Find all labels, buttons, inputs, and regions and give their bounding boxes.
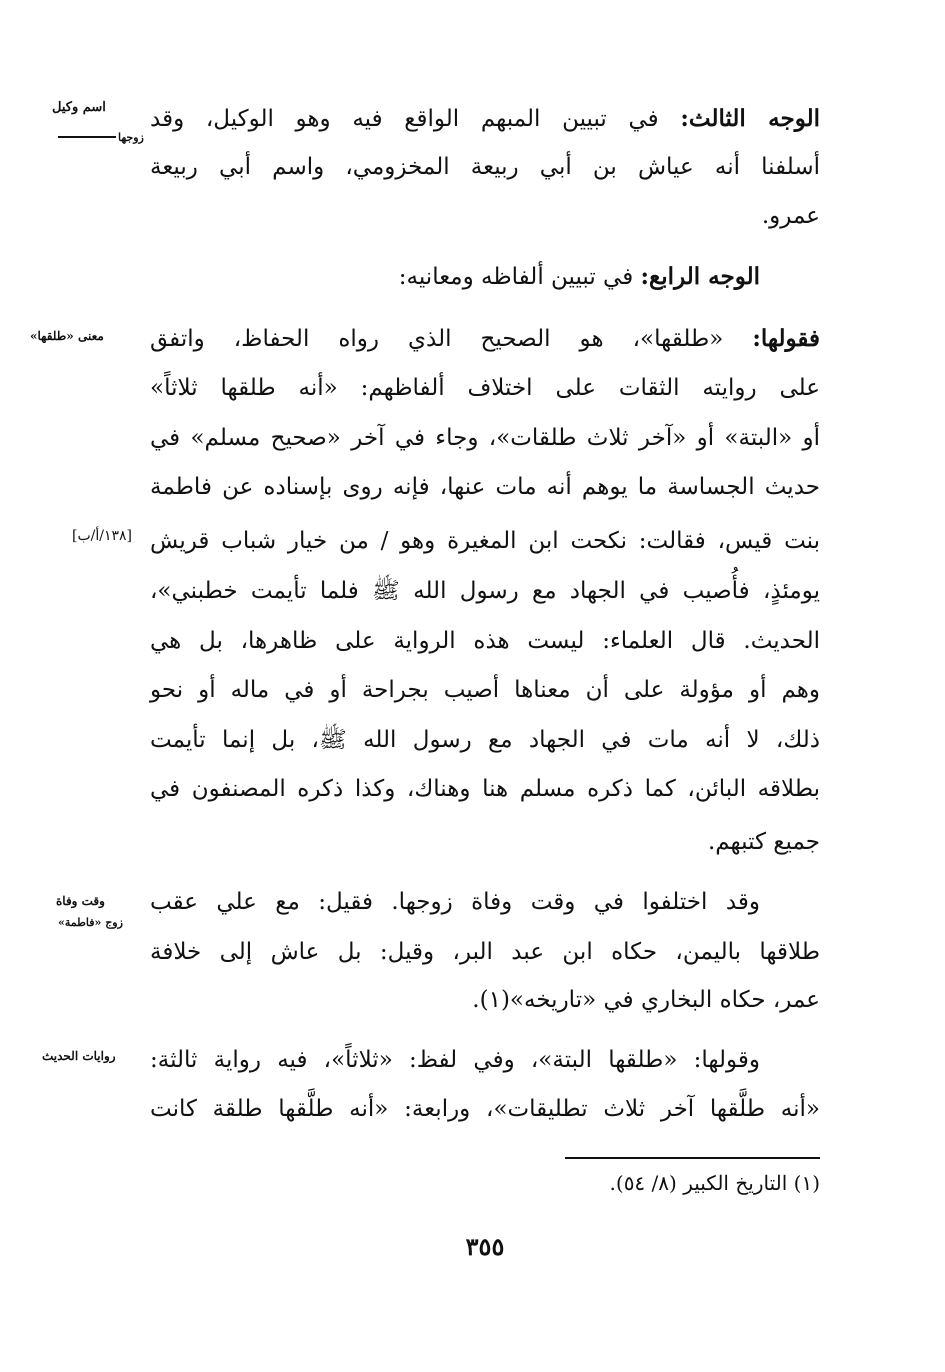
text-line: حديث الجساسة ما يوهم أنه مات عنها، فإنه روى بإسناده عن فاطمة (150, 474, 820, 500)
margin-note-agent-name: اسم وكيل (52, 100, 106, 115)
text-line: الوجه الرابع: في تبيين ألفاظه ومعانيه: (398, 263, 760, 290)
text-line: على روايته الثقات على اختلاف ألفاظهم: «أنه طلقها ثلاثاً» (150, 375, 820, 401)
margin-note-death-time: وقت وفاة (56, 894, 105, 908)
text-line: الحديث. قال العلماء: ليست هذه الرواية على ظاهرها، بل هي (150, 628, 820, 654)
margin-note-husband: زوجها (118, 131, 144, 144)
margin-note-meaning: معنى «طلقها» (30, 329, 104, 343)
text-line: وهم أو مؤولة على أن معناها أصيب بجراحة أو في ماله أو نحو (150, 677, 820, 703)
text-line: عمر، حكاه البخاري في «تاريخه»(١). (472, 987, 820, 1013)
text-line: طلاقها باليمن، حكاه ابن عبد البر، وقيل: بل عاش إلى خلافة (150, 939, 820, 965)
footnote-rule (565, 1157, 820, 1159)
text-line: «أنه طلَّقها آخر ثلاث تطليقات»، ورابعة: «أنه طلَّقها طلقة كانت (150, 1096, 820, 1122)
margin-note-folio-ref: [١٣٨/أ/ب] (72, 528, 132, 544)
text-line: وقولها: «طلقها البتة»، وفي لفظ: «ثلاثاً»، فيه رواية ثالثة: (150, 1047, 760, 1073)
text-line: فقولها: «طلقها»، هو الصحيح الذي رواه الحفاظ، واتفق (150, 325, 820, 352)
margin-rule (58, 136, 116, 138)
text-line: وقد اختلفوا في وقت وفاة زوجها. فقيل: مع علي عقب (150, 889, 760, 915)
margin-note-hadith-narrations: روايات الحديث (42, 1049, 116, 1063)
text-line: عمرو. (761, 203, 820, 229)
text-line: ذلك، لا أنه مات في الجهاد مع رسول الله ﷺ، بل إنما تأيمت (150, 727, 820, 753)
text-line: أو «البتة» أو «آخر ثلاث طلقات»، وجاء في آخر «صحيح مسلم» في (150, 425, 820, 451)
page-number: ٣٥٥ (465, 1232, 505, 1261)
text-line: جميع كتبهم. (707, 829, 820, 855)
text-line: الوجه الثالث: في تبيين المبهم الواقع فيه وهو الوكيل، وقد (150, 105, 821, 132)
text-line: بنت قيس، فقالت: نكحت ابن المغيرة وهو / من خيار شباب قريش (150, 528, 820, 554)
margin-note-fatima-husband: زوج «فاطمة» (58, 916, 123, 929)
text-line: بطلاقه البائن، كما ذكره مسلم هنا وهناك، وكذا ذكره المصنفون في (150, 776, 820, 802)
footnote: (١) التاريخ الكبير (٨/ ٥٤). (609, 1171, 820, 1195)
text-line: يومئذٍ، فأُصيب في الجهاد مع رسول الله ﷺ فلما تأيمت خطبني»، (150, 578, 820, 604)
text-line: أسلفنا أنه عياش بن أبي ربيعة المخزومي، واسم أبي ربيعة (150, 154, 820, 180)
